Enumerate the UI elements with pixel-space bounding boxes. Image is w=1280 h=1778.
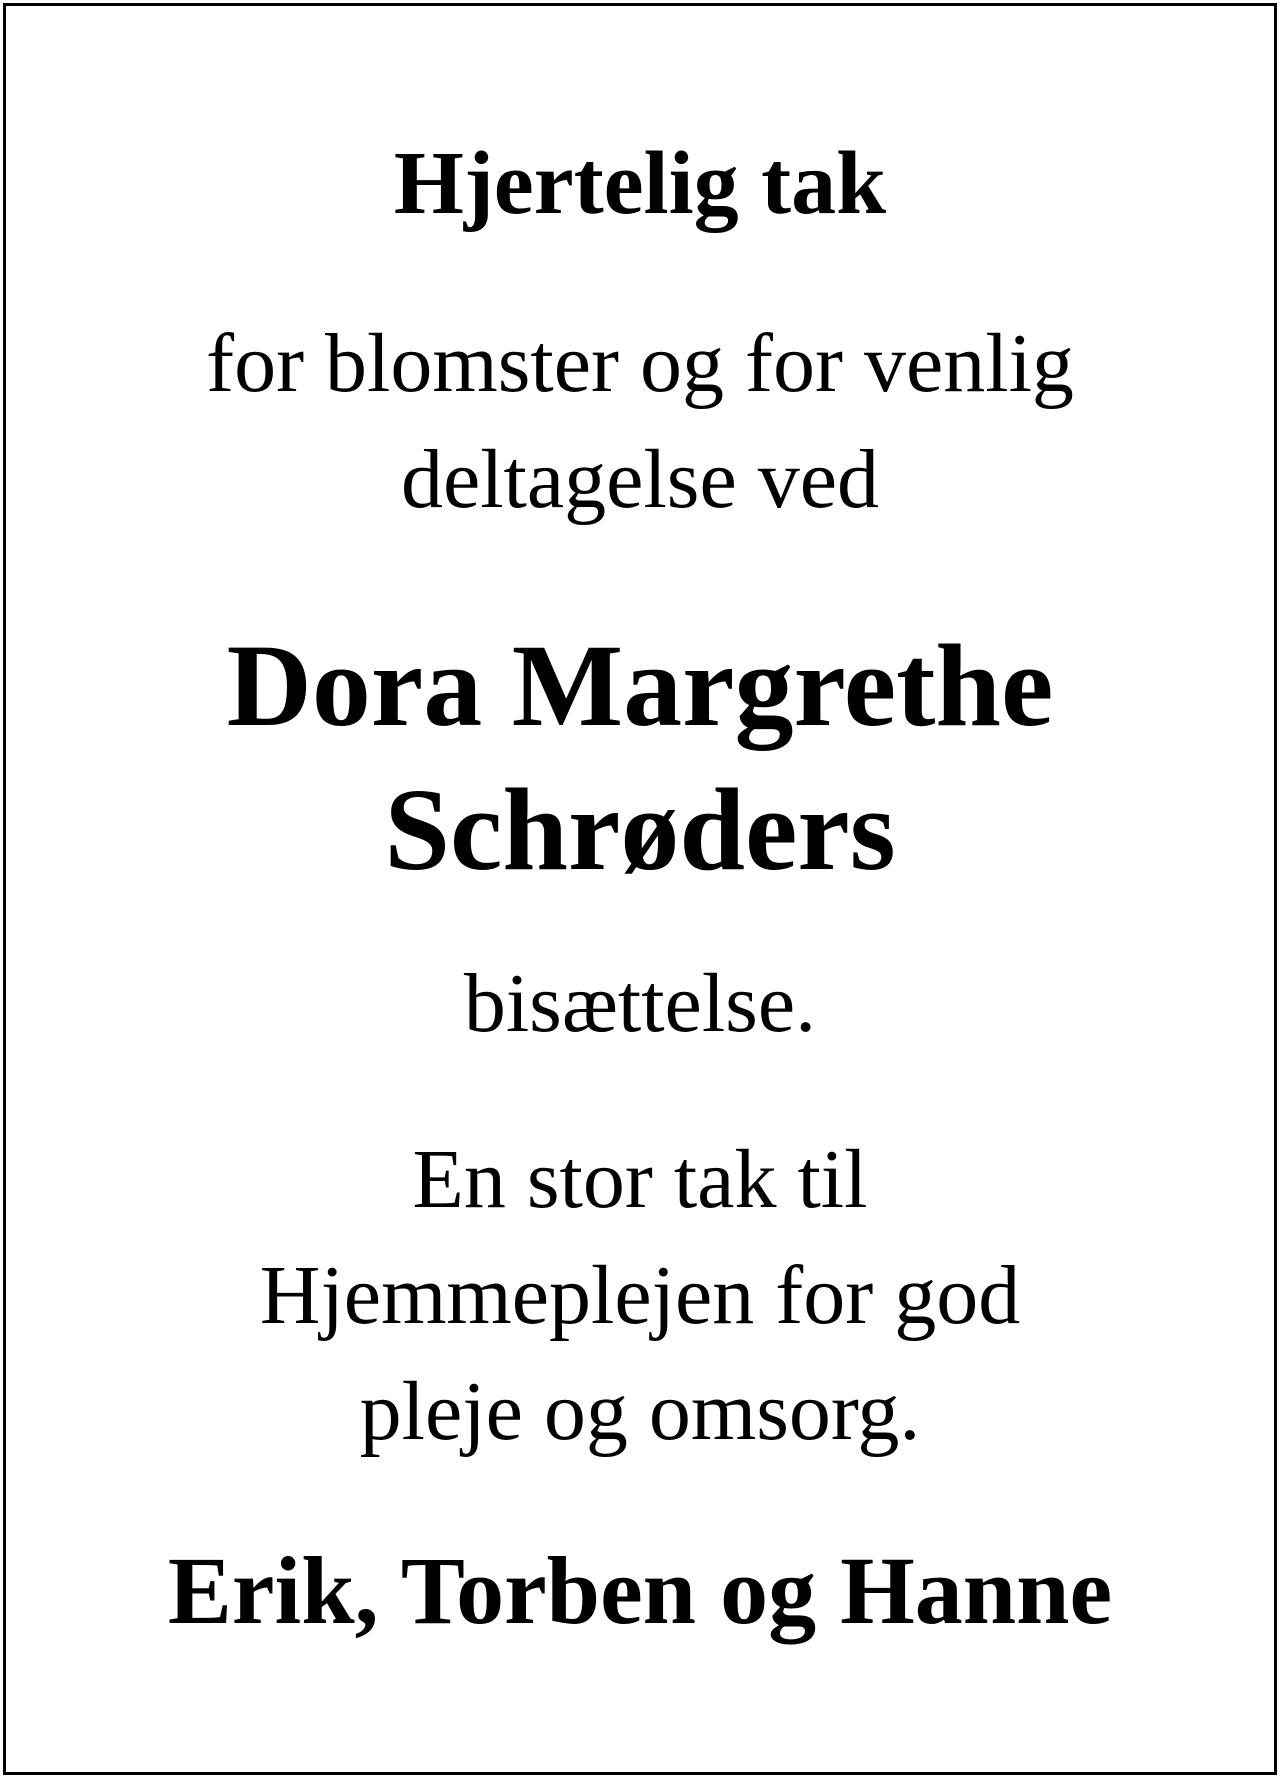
intro-line-2: deltagelse ved [400,433,880,526]
thanks-line-1: En stor tak til [412,1133,868,1226]
signature: Erik, Torben og Hanne [167,1537,1113,1644]
thanks-line-2: Hjemmeplejen for god [259,1249,1021,1342]
intro-line-1: for blomster og for venlig [206,317,1074,410]
notice-heading: Hjertelig tak [393,134,887,233]
deceased-name-line-2: Schrøders [384,764,896,895]
intro-text [6,306,1274,538]
deceased-name [6,614,1274,902]
deceased-name-line-1: Dora Margrethe [226,620,1054,751]
thank-you-notice [3,3,1277,1775]
ceremony-text: bisættelse. [463,957,817,1050]
thanks-line-3: pleje og omsorg. [359,1365,921,1458]
thanks-text [6,1122,1274,1470]
